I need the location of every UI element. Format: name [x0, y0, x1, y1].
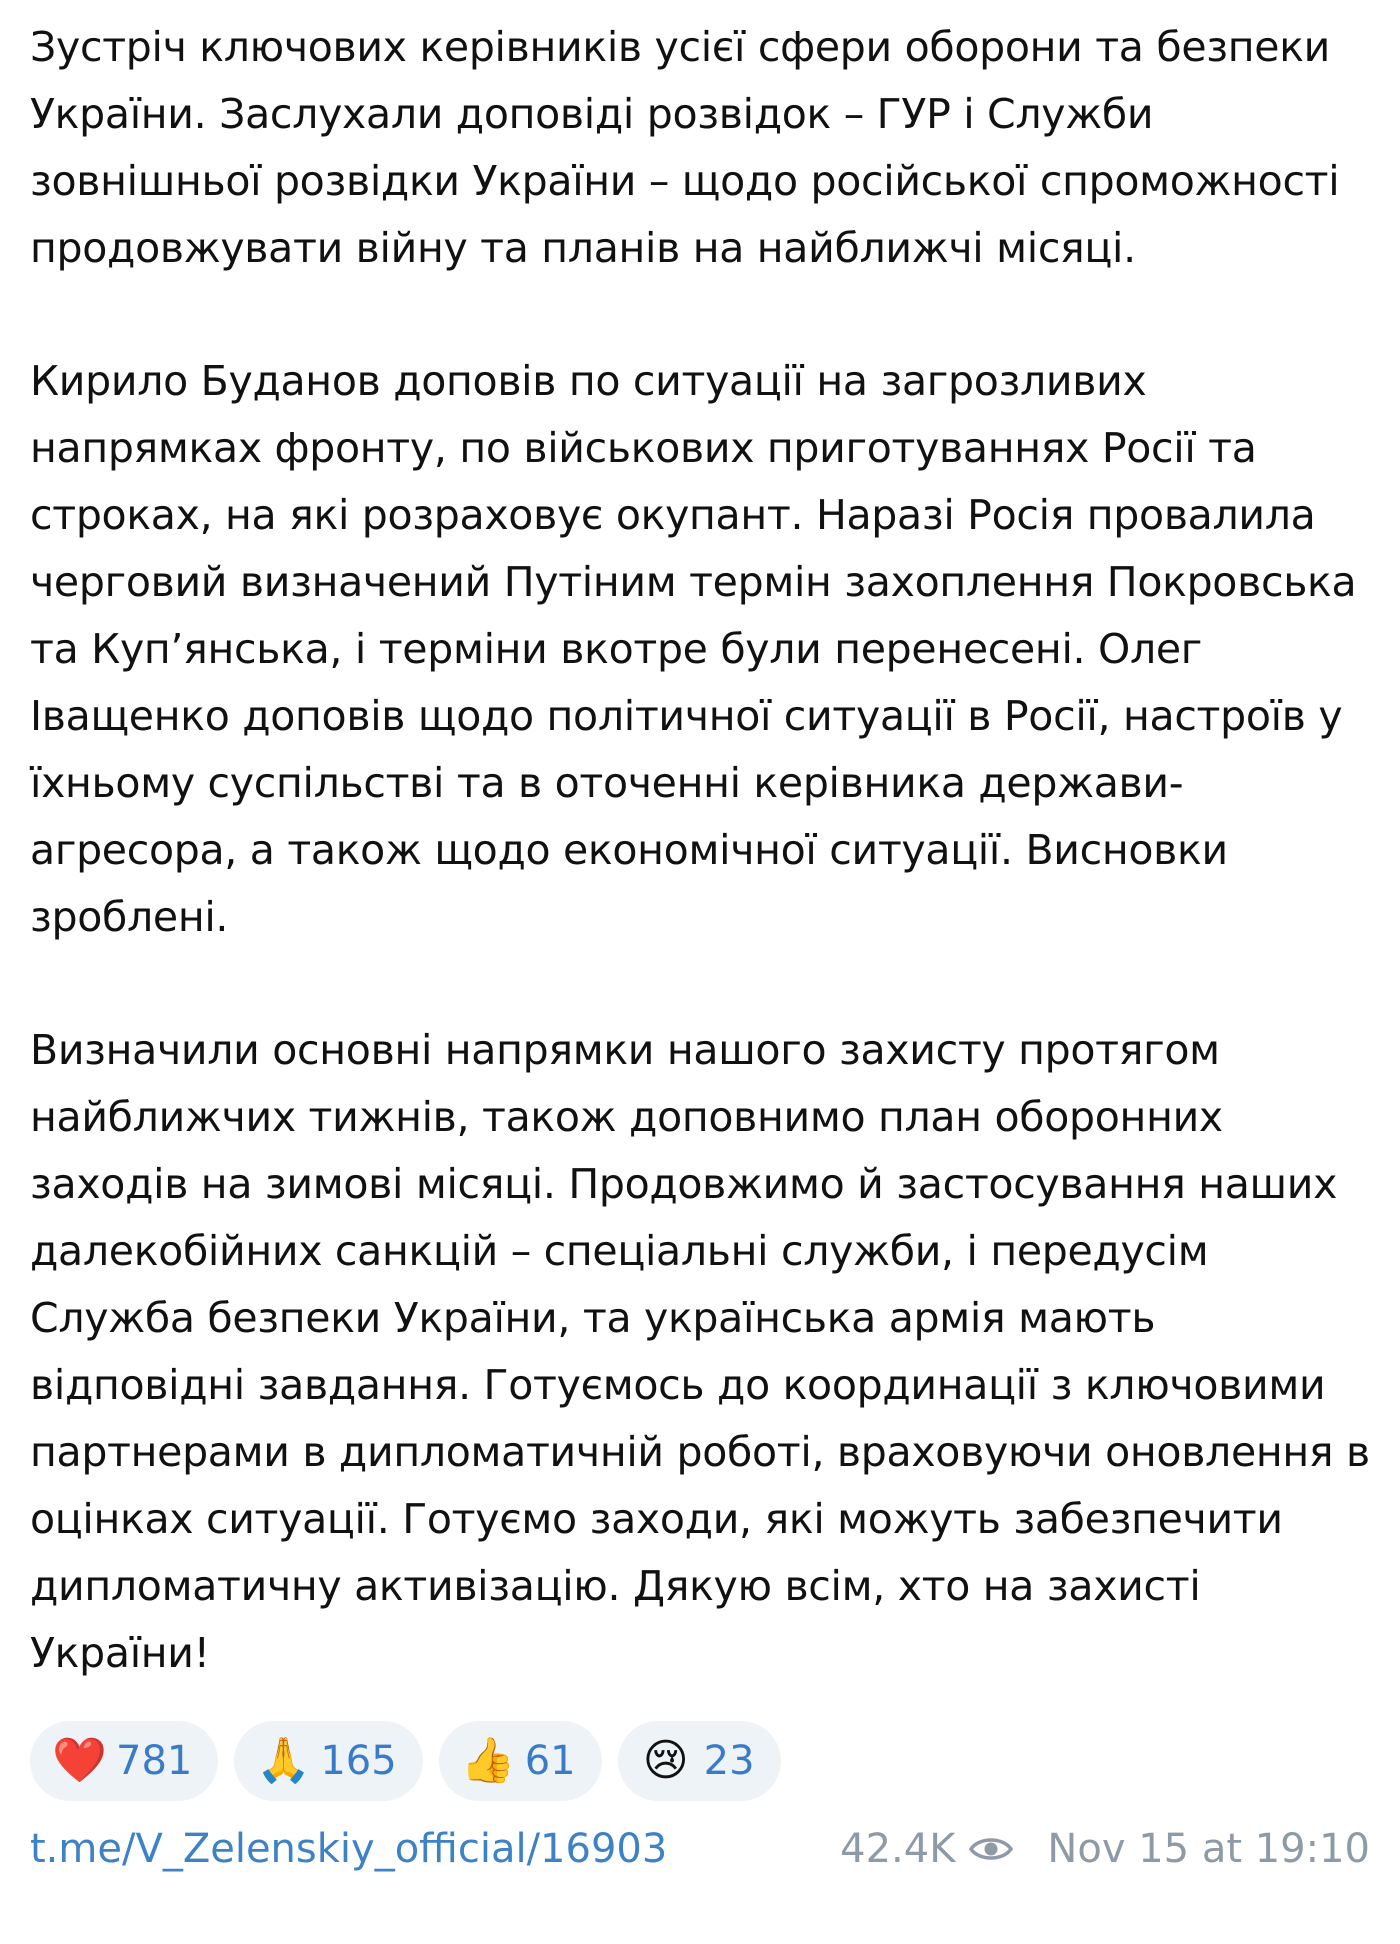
post-link[interactable]: t.me/V_Zelenskiy_official/16903 [30, 1826, 668, 1872]
thumbs-up-icon: 👍 [460, 1735, 516, 1786]
post-paragraph-1: Зустріч ключових керівників усієї сфери оборони та безпеки України. Заслухали доповіді розвідок – ГУР і Служби зовнішньої розвідки України – щодо російської спроможності продовжувати війну та планів на найближчі місяці. [30, 23, 1340, 272]
reaction-pray-button[interactable] [234, 1721, 422, 1801]
post-date: Nov 15 at 19:10 [1047, 1826, 1370, 1872]
post-text [30, 14, 1370, 1687]
folded-hands-icon: 🙏 [256, 1735, 312, 1786]
reaction-crying-button[interactable] [618, 1721, 781, 1801]
post-meta [840, 1826, 1370, 1872]
reaction-thumbs-up-button[interactable] [439, 1721, 602, 1801]
reaction-count: 23 [703, 1738, 755, 1784]
post-footer [30, 1819, 1370, 1879]
eye-icon [969, 1834, 1013, 1864]
reaction-heart-button[interactable] [30, 1721, 218, 1801]
reaction-count: 165 [320, 1738, 397, 1784]
views-count: 42.4K [840, 1826, 956, 1872]
reaction-count: 61 [524, 1738, 576, 1784]
post-paragraph-2: Кирило Буданов доповів по ситуації на загрозливих напрямках фронту, по військових приготуваннях Росії та строках, на які розраховує окупант. Наразі Росія провалила черговий визначений Путіним термін захоплення Покровська та Куп’янська, і терміни вкотре були перенесені. Олег Іващенко доповів щодо політичної ситуації в Росії, настроїв у їхньому суспільстві та в оточенні керівника держави-агресора, а також щодо економічної ситуації. Висновки зроблені. [30, 357, 1357, 941]
crying-face-icon: 😢 [642, 1735, 689, 1786]
post-paragraph-3: Визначили основні напрямки нашого захисту протягом найближчих тижнів, також доповнимо план оборонних заходів на зимові місяці. Продовжимо й застосування наших далекобійних санкцій – спеціальні служби, і передусім Служба безпеки України, та українська армія мають відповідні завдання. Готуємось до координації з ключовими партнерами в дипломатичній роботі, враховуючи оновлення в оцінках ситуації. Готуємо заходи, які можуть забезпечити дипломатичну активізацію. Дякую всім, хто на захисті України! [30, 1026, 1370, 1677]
reaction-count: 781 [116, 1738, 193, 1784]
red-heart-icon: ❤️ [52, 1735, 107, 1786]
reactions-bar [30, 1721, 1370, 1801]
